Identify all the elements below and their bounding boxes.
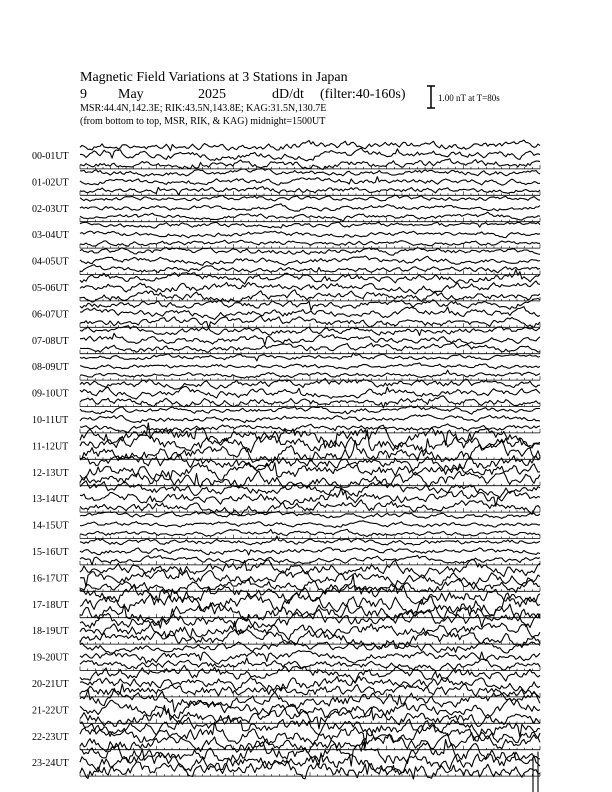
row-label: 07-08UT	[32, 335, 69, 347]
trace-kag	[80, 406, 540, 414]
trace-rik	[80, 651, 540, 665]
trace-rik	[80, 387, 540, 400]
trace-msr	[80, 603, 540, 628]
trace-kag	[80, 169, 540, 177]
trace-rik	[80, 592, 540, 615]
trace-rik	[80, 148, 540, 161]
row-label: 20-21UT	[32, 679, 69, 690]
trace-kag	[80, 248, 540, 256]
row-label: 05-06UT	[32, 283, 69, 294]
row-label: 19-20UT	[32, 652, 69, 664]
row-label: 15-16UT	[32, 547, 69, 558]
row-label: 14-15UT	[32, 520, 69, 532]
date-day: 9	[80, 87, 87, 102]
row-label: 08-09UT	[32, 362, 69, 374]
trace-rik	[80, 256, 540, 265]
date-month: May	[118, 87, 144, 102]
row-label: 06-07UT	[32, 309, 69, 321]
trace-kag	[80, 195, 540, 201]
row-label: 04-05UT	[32, 256, 69, 268]
trace-rik	[80, 204, 540, 211]
row-label: 12-13UT	[32, 467, 69, 479]
row-label: 02-03UT	[32, 203, 69, 215]
row-label: 00-01UT	[32, 151, 69, 162]
chart-title: Magnetic Field Variations at 3 Stations in Japan	[80, 70, 348, 85]
scale-label: 1.00 nT at T=80s	[438, 93, 500, 103]
row-label: 11-12UT	[32, 441, 69, 453]
row-label: 18-19UT	[32, 626, 69, 638]
trace-rik	[80, 548, 540, 555]
row-label: 22-23UT	[32, 731, 69, 743]
trace-rik	[80, 363, 540, 369]
row-label: 17-18UT	[32, 599, 69, 611]
station-order-note: (from bottom to top, MSR, RIK, & KAG) midnight=1500UT	[80, 116, 326, 127]
trace-rik	[80, 521, 540, 528]
trace-rik	[80, 333, 540, 345]
row-label: 10-11UT	[32, 415, 69, 426]
row-label: 23-24UT	[32, 758, 69, 770]
trace-msr	[80, 629, 540, 649]
trace-rik	[80, 307, 540, 320]
trace-rik	[80, 231, 540, 238]
date-year: 2025	[198, 87, 226, 102]
row-label: 03-04UT	[32, 230, 69, 242]
trace-rik	[80, 415, 540, 423]
quantity-label: dD/dt	[272, 87, 304, 102]
trace-rik	[80, 177, 540, 185]
station-coordinates: MSR:44.4N,142.3E; RIK:43.5N,143.8E; KAG:31.5N,130.7E	[80, 103, 327, 114]
row-label: 21-22UT	[32, 705, 69, 717]
filter-label: (filter:40-160s)	[320, 87, 406, 102]
trace-kag	[80, 140, 540, 151]
row-label: 09-10UT	[32, 388, 69, 400]
row-label: 16-17UT	[32, 573, 69, 585]
trace-kag	[80, 222, 540, 228]
row-label: 13-14UT	[32, 494, 69, 506]
trace-kag	[80, 688, 540, 712]
row-label: 01-02UT	[32, 177, 69, 189]
